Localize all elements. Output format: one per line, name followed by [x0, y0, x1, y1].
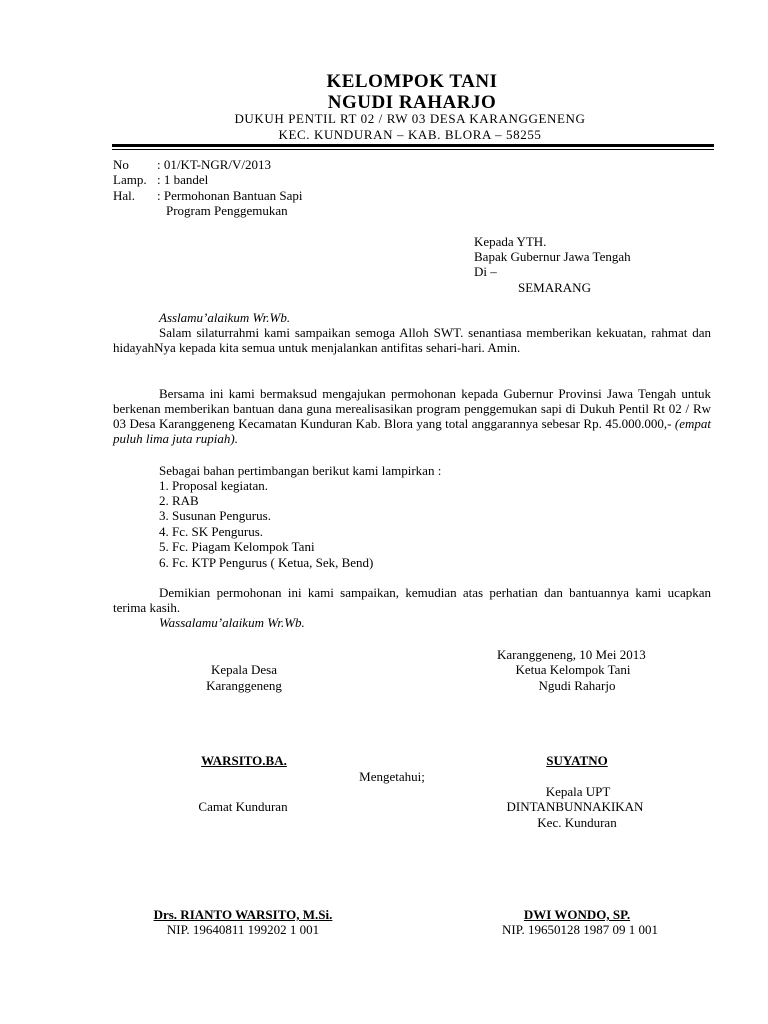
paragraph-salam: Salam silaturrahmi kami sampaikan semoga Alloh SWT. senantiasa memberikan kekuatan, rahmat dan hidayahNya kepada kita semua untuk menjalankan antifitas sehari-hari. Amin.: [113, 325, 711, 355]
org-address-line1: DUKUH PENTIL RT 02 / RW 03 DESA KARANGGENENG: [234, 111, 586, 126]
paragraph-request: [113, 386, 711, 446]
upt-title2: DINTANBUNNAKIKAN: [506, 799, 644, 814]
list-item: 5. Fc. Piagam Kelompok Tani: [159, 539, 315, 554]
left-signer-title1: Kepala Desa: [210, 662, 278, 677]
meta-hal-value-cont: Program Penggemukan: [166, 203, 288, 218]
letterhead-rule-thin: [112, 149, 714, 150]
camat-name: Drs. RIANTO WARSITO, M.Si.: [153, 907, 333, 922]
meta-lamp-label: Lamp.: [113, 172, 147, 187]
list-item: 4. Fc. SK Pengurus.: [159, 524, 264, 539]
meta-no-value: : 01/KT-NGR/V/2013: [157, 157, 271, 172]
paragraph-request-text: Bersama ini kami bermaksud mengajukan permohonan kepada Gubernur Provinsi Jawa Tengah untuk berkenan memberikan bantuan dana guna merealisasikan program penggemukan sapi di Dukuh Pentil Rt 02 / Rw 03 Desa Karanggeneng Kecamatan Kunduran Kab. Blora yang total anggarannya sebesar Rp. 45.000.000,-: [113, 386, 711, 431]
left-signer-name: WARSITO.BA.: [201, 753, 287, 768]
recipient-line2: Bapak Gubernur Jawa Tengah: [474, 249, 631, 264]
org-subtitle: NGUDI RAHARJO: [327, 92, 497, 113]
list-item: 6. Fc. KTP Pengurus ( Ketua, Sek, Bend): [159, 555, 374, 570]
acknowledge-label: Mengetahui;: [359, 769, 425, 784]
left-signer-title2: Karanggeneng: [206, 678, 282, 693]
paragraph-closing: Demikian permohonan ini kami sampaikan, kemudian atas perhatian dan bantuannya kami ucapkan terima kasih.: [113, 585, 711, 615]
recipient-city: SEMARANG: [518, 280, 591, 295]
greeting: Asslamu’alaikum Wr.Wb.: [159, 310, 291, 325]
list-item: 3. Susunan Pengurus.: [159, 508, 271, 523]
right-signer-title1: Ketua Kelompok Tani: [515, 662, 631, 677]
upt-nip: NIP. 19650128 1987 09 1 001: [501, 922, 658, 937]
meta-hal-value: : Permohonan Bantuan Sapi: [157, 188, 303, 203]
upt-name: DWI WONDO, SP.: [523, 907, 631, 922]
recipient-line3: Di –: [474, 264, 497, 279]
paragraph-request-amount-words: (empat puluh lima juta rupiah).: [113, 416, 712, 446]
meta-lamp-value: : 1 bandel: [157, 172, 209, 187]
right-signer-title2: Ngudi Raharjo: [538, 678, 616, 693]
meta-no-label: No: [113, 157, 129, 172]
farewell: Wassalamu’alaikum Wr.Wb.: [159, 615, 305, 630]
right-signer-name: SUYATNO: [546, 753, 608, 768]
list-item: 1. Proposal kegiatan.: [159, 478, 269, 493]
attachments-intro: Sebagai bahan pertimbangan berikut kami lampirkan :: [159, 463, 442, 478]
upt-title3: Kec. Kunduran: [537, 815, 617, 830]
place-date: Karanggeneng, 10 Mei 2013: [497, 647, 646, 662]
upt-title1: Kepala UPT: [545, 784, 611, 799]
recipient-line1: Kepada YTH.: [474, 234, 547, 249]
org-title: KELOMPOK TANI: [326, 71, 498, 92]
camat-title: Camat Kunduran: [198, 799, 288, 814]
camat-nip: NIP. 19640811 199202 1 001: [166, 922, 320, 937]
list-item: 2. RAB: [159, 493, 199, 508]
letterhead-rule-thick: [112, 144, 714, 147]
org-address-line2: KEC. KUNDURAN – KAB. BLORA – 58255: [278, 127, 542, 142]
meta-hal-label: Hal.: [113, 188, 136, 203]
